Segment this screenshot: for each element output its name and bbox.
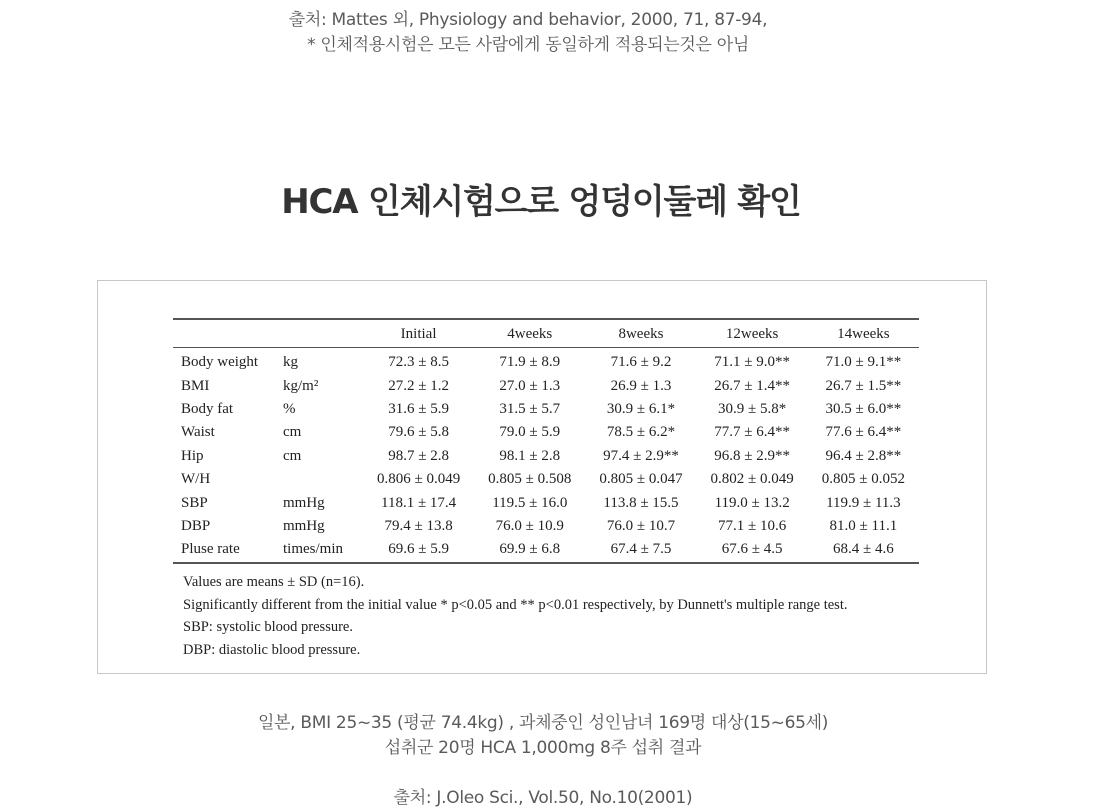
row-parameter: SBP <box>181 494 208 511</box>
table-cell: 79.6 ± 5.8 <box>388 424 449 441</box>
table-cell: 27.2 ± 1.2 <box>388 377 449 394</box>
top-source-line: 출처: Mattes 외, Physiology and behavior, 2000, 71, 87-94, <box>288 10 768 30</box>
table-row <box>173 538 919 562</box>
study-results-figure <box>97 280 987 674</box>
table-cell: 67.4 ± 7.5 <box>610 541 672 558</box>
column-header <box>173 319 283 348</box>
row-unit: mmHg <box>283 517 325 534</box>
table-row <box>173 421 919 444</box>
table-cell: 0.806 ± 0.049 <box>376 471 461 488</box>
table-cell: 97.4 ± 2.9** <box>603 447 679 464</box>
caption-spacer <box>0 761 1086 786</box>
table-cell: 0.802 ± 0.049 <box>710 471 794 488</box>
table-row <box>173 374 919 397</box>
table-cell: 78.5 ± 6.2* <box>606 424 676 441</box>
column-header: 12weeks <box>725 326 779 342</box>
table-notes <box>183 571 847 661</box>
column-header: 4weeks <box>507 326 553 342</box>
table-cell: 31.5 ± 5.7 <box>499 400 561 417</box>
table-cell: 30.9 ± 5.8* <box>718 400 787 417</box>
table-cell: 71.0 ± 9.1** <box>825 354 902 371</box>
row-unit: mmHg <box>283 494 325 511</box>
table-cell: 27.0 ± 1.3 <box>499 377 561 394</box>
table-cell: 77.6 ± 6.4** <box>825 424 902 441</box>
table-cell: 113.8 ± 15.5 <box>603 494 679 511</box>
column-header: Initial <box>400 326 437 342</box>
row-unit: kg <box>283 354 298 371</box>
table-note: SBP: systolic blood pressure. <box>183 619 353 635</box>
table-cell: 0.805 ± 0.508 <box>488 471 572 488</box>
row-parameter: DBP <box>181 517 211 534</box>
row-unit: cm <box>283 447 302 464</box>
table-cell: 76.0 ± 10.9 <box>495 517 564 534</box>
table-cell: 79.4 ± 13.8 <box>384 517 453 534</box>
table-row <box>173 445 919 468</box>
table-cell: 77.1 ± 10.6 <box>718 517 787 534</box>
table-cell: 26.9 ± 1.3 <box>610 377 672 394</box>
row-parameter: W/H <box>181 471 211 488</box>
table-note: Values are means ± SD (n=16). <box>183 574 365 590</box>
table-cell: 30.9 ± 6.1* <box>606 400 676 417</box>
table-row <box>173 468 919 491</box>
table-row <box>173 348 919 375</box>
table-cell: 26.7 ± 1.4** <box>714 377 791 394</box>
table-row <box>173 398 919 421</box>
table-cell: 76.0 ± 10.7 <box>606 517 676 534</box>
table-cell: 0.805 ± 0.052 <box>821 471 905 488</box>
disclaimer-line: * 인체적용시험은 모든 사람에게 동일하게 적용되는것은 아님 <box>307 35 749 55</box>
table-cell: 96.4 ± 2.8** <box>825 447 902 464</box>
table-cell: 81.0 ± 11.1 <box>829 517 898 534</box>
row-parameter: Waist <box>181 424 215 441</box>
table-body <box>173 348 919 563</box>
caption-source-line: 출처: J.Oleo Sci., Vol.50, No.10(2001) <box>393 788 693 808</box>
row-parameter: BMI <box>181 377 210 394</box>
table-cell: 69.6 ± 5.9 <box>388 541 449 558</box>
row-unit: kg/m² <box>283 377 319 394</box>
row-unit <box>283 468 363 491</box>
table-row <box>173 515 919 538</box>
table-cell: 30.5 ± 6.0** <box>825 400 902 417</box>
table-cell: 98.7 ± 2.8 <box>388 447 449 464</box>
table-note: Significantly different from the initial value * p<0.05 and ** p<0.01 respectively, by Dunnett's multiple range test. <box>183 596 848 613</box>
table-cell: 119.0 ± 13.2 <box>714 494 790 511</box>
study-results-table <box>173 318 919 564</box>
table-row <box>173 491 919 514</box>
table-cell: 118.1 ± 17.4 <box>381 494 457 511</box>
table-cell: 71.1 ± 9.0** <box>714 354 791 371</box>
table-note: DBP: diastolic blood pressure. <box>183 641 361 658</box>
table-cell: 77.7 ± 6.4** <box>714 424 791 441</box>
caption-line: 섭취군 20명 HCA 1,000mg 8주 섭취 결과 <box>384 738 702 758</box>
table-cell: 79.0 ± 5.9 <box>499 424 561 441</box>
table-cell: 69.9 ± 6.8 <box>499 541 561 558</box>
table-cell: 26.7 ± 1.5** <box>825 377 902 394</box>
table-cell: 96.8 ± 2.9** <box>714 447 791 464</box>
table-cell: 71.6 ± 9.2 <box>610 354 672 371</box>
table-cell: 72.3 ± 8.5 <box>388 354 449 371</box>
caption-line: 일본, BMI 25~35 (평균 74.4kg) , 과체중인 성인남녀 169명 대상(15~65세) <box>257 713 829 733</box>
row-unit: % <box>283 400 296 417</box>
table-header-row <box>173 319 919 348</box>
table-cell: 0.805 ± 0.047 <box>599 471 683 488</box>
row-parameter: Body fat <box>181 400 234 417</box>
row-parameter: Hip <box>181 447 204 464</box>
row-parameter: Body weight <box>181 354 259 371</box>
study-caption <box>0 711 1086 811</box>
table-cell: 68.4 ± 4.6 <box>833 541 894 558</box>
column-header <box>283 319 363 348</box>
section-title: HCA 인체시험으로 엉덩이둘레 확인 <box>281 182 801 222</box>
table-cell: 31.6 ± 5.9 <box>388 400 449 417</box>
table-cell: 67.6 ± 4.5 <box>721 541 783 558</box>
table-cell: 71.9 ± 8.9 <box>499 354 561 371</box>
top-source-citation <box>0 8 1056 58</box>
row-unit: times/min <box>283 541 343 558</box>
row-parameter: Pluse rate <box>181 541 240 558</box>
table-cell: 119.9 ± 11.3 <box>826 494 901 511</box>
column-header: 14weeks <box>837 326 890 342</box>
column-header: 8weeks <box>618 326 664 342</box>
table-cell: 98.1 ± 2.8 <box>499 447 561 464</box>
row-unit: cm <box>283 424 302 441</box>
table-cell: 119.5 ± 16.0 <box>492 494 568 511</box>
